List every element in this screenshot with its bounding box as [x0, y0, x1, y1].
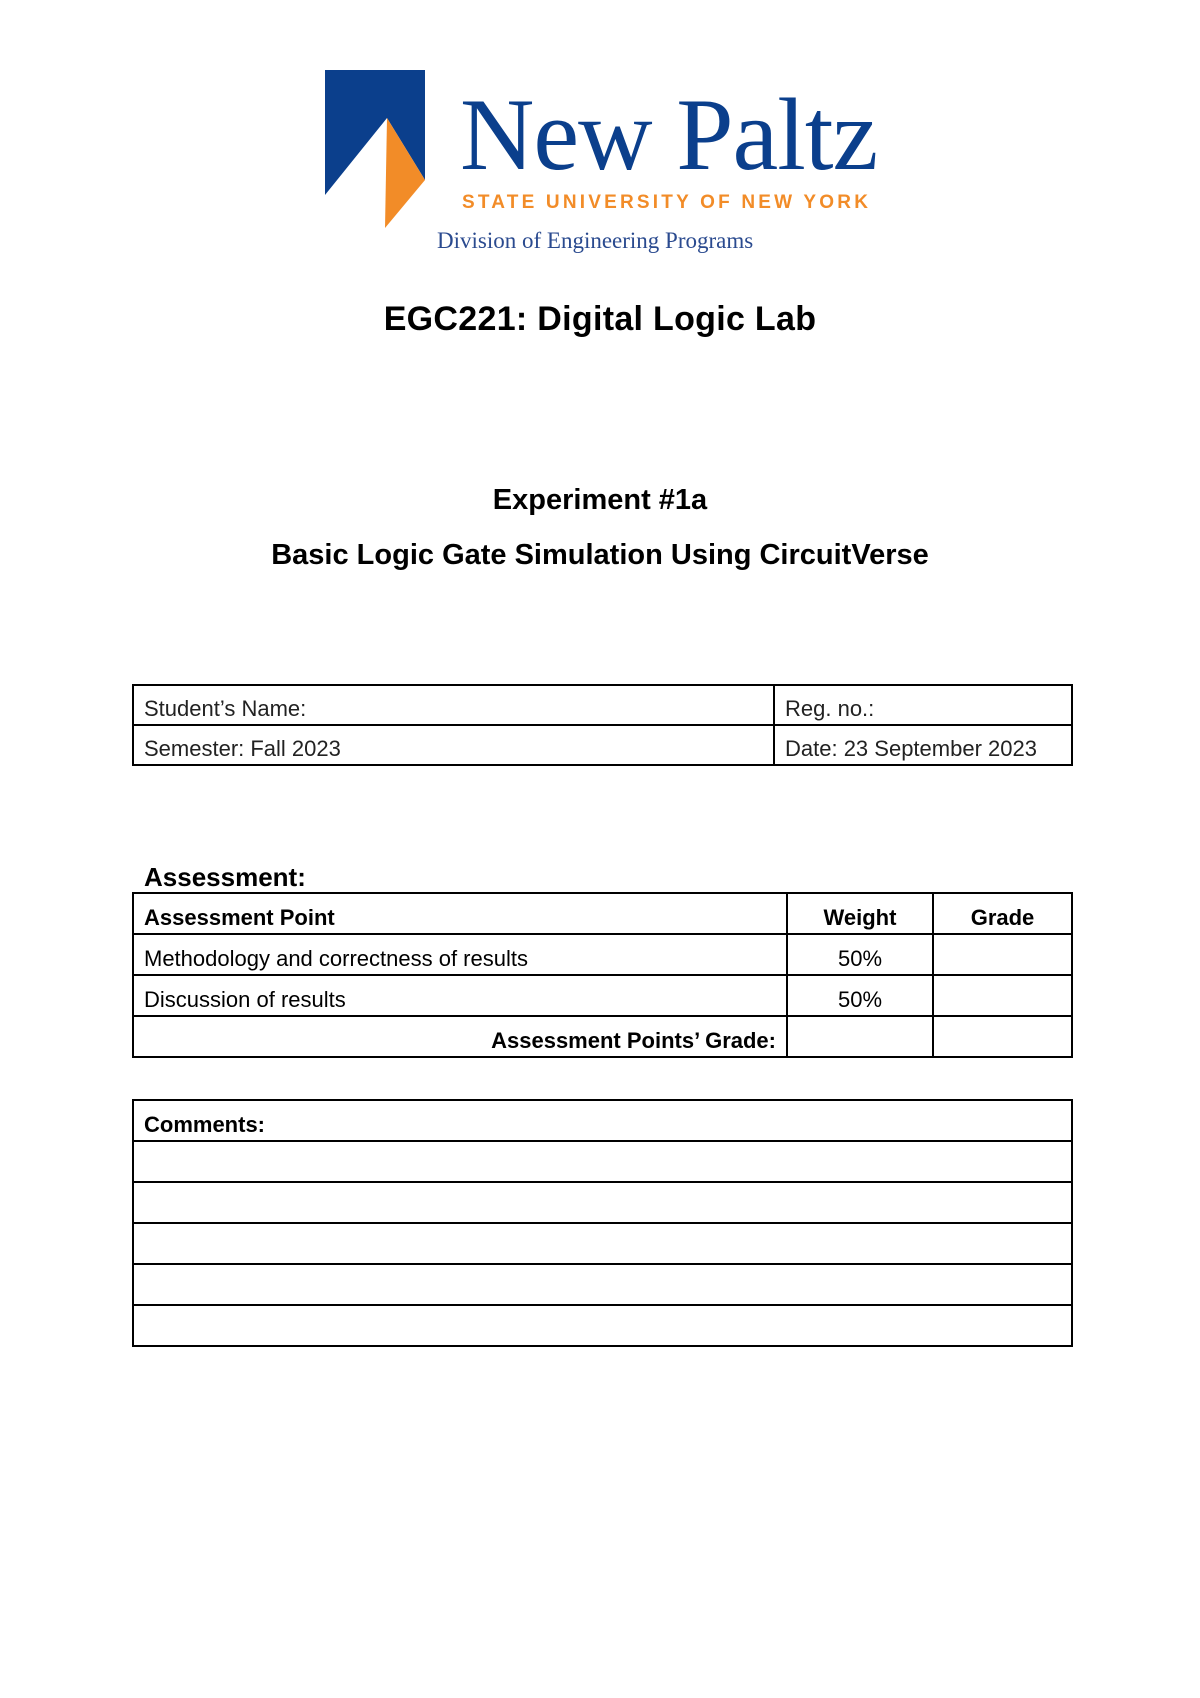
- header-grade: Grade: [933, 893, 1072, 934]
- assessment-point-cell: Discussion of results: [133, 975, 787, 1016]
- student-name-field[interactable]: Student’s Name:: [133, 685, 774, 725]
- table-total-row: [133, 1016, 1072, 1057]
- table-row: [133, 685, 1072, 725]
- comments-header-row: [133, 1100, 1072, 1141]
- grade-cell[interactable]: [933, 975, 1072, 1016]
- assessment-table: [132, 892, 1073, 1058]
- table-row: [133, 725, 1072, 765]
- course-title: EGC221: Digital Logic Lab: [383, 300, 817, 338]
- comment-line-cell[interactable]: [133, 1264, 1072, 1305]
- experiment-title: Basic Logic Gate Simulation Using CircuitVerse: [271, 539, 929, 571]
- comment-line: [133, 1182, 1072, 1223]
- date-field: Date: 23 September 2023: [774, 725, 1072, 765]
- comment-line: [133, 1264, 1072, 1305]
- table-row: [133, 975, 1072, 1016]
- header-weight: Weight: [787, 893, 933, 934]
- comment-line: [133, 1141, 1072, 1182]
- header-assessment-point: Assessment Point: [133, 893, 787, 934]
- comment-line: [133, 1305, 1072, 1346]
- total-grade-cell[interactable]: [933, 1016, 1072, 1057]
- comment-line-cell[interactable]: [133, 1141, 1072, 1182]
- reg-no-field[interactable]: Reg. no.:: [774, 685, 1072, 725]
- comments-label: Comments:: [133, 1100, 1072, 1141]
- total-grade-label: Assessment Points’ Grade:: [133, 1016, 787, 1057]
- grade-cell[interactable]: [933, 934, 1072, 975]
- student-info-table: [132, 684, 1073, 766]
- semester-field: Semester: Fall 2023: [133, 725, 774, 765]
- logo-subtitle: STATE UNIVERSITY OF NEW YORK: [462, 192, 872, 213]
- new-paltz-logo-mark-icon: [325, 70, 455, 235]
- assessment-point-cell: Methodology and correctness of results: [133, 934, 787, 975]
- experiment-number: Experiment #1a: [492, 484, 708, 516]
- logo-wordmark: New Paltz: [460, 78, 878, 192]
- assessment-label: Assessment:: [144, 862, 306, 892]
- new-paltz-logo: [325, 70, 895, 260]
- weight-cell: 50%: [787, 975, 933, 1016]
- comment-line-cell[interactable]: [133, 1223, 1072, 1264]
- comment-line: [133, 1223, 1072, 1264]
- comment-line-cell[interactable]: [133, 1305, 1072, 1346]
- table-row: [133, 934, 1072, 975]
- weight-cell: 50%: [787, 934, 933, 975]
- comments-table: [132, 1099, 1073, 1347]
- comment-line-cell[interactable]: [133, 1182, 1072, 1223]
- table-header-row: [133, 893, 1072, 934]
- total-weight-cell[interactable]: [787, 1016, 933, 1057]
- division-name: Division of Engineering Programs: [437, 228, 754, 253]
